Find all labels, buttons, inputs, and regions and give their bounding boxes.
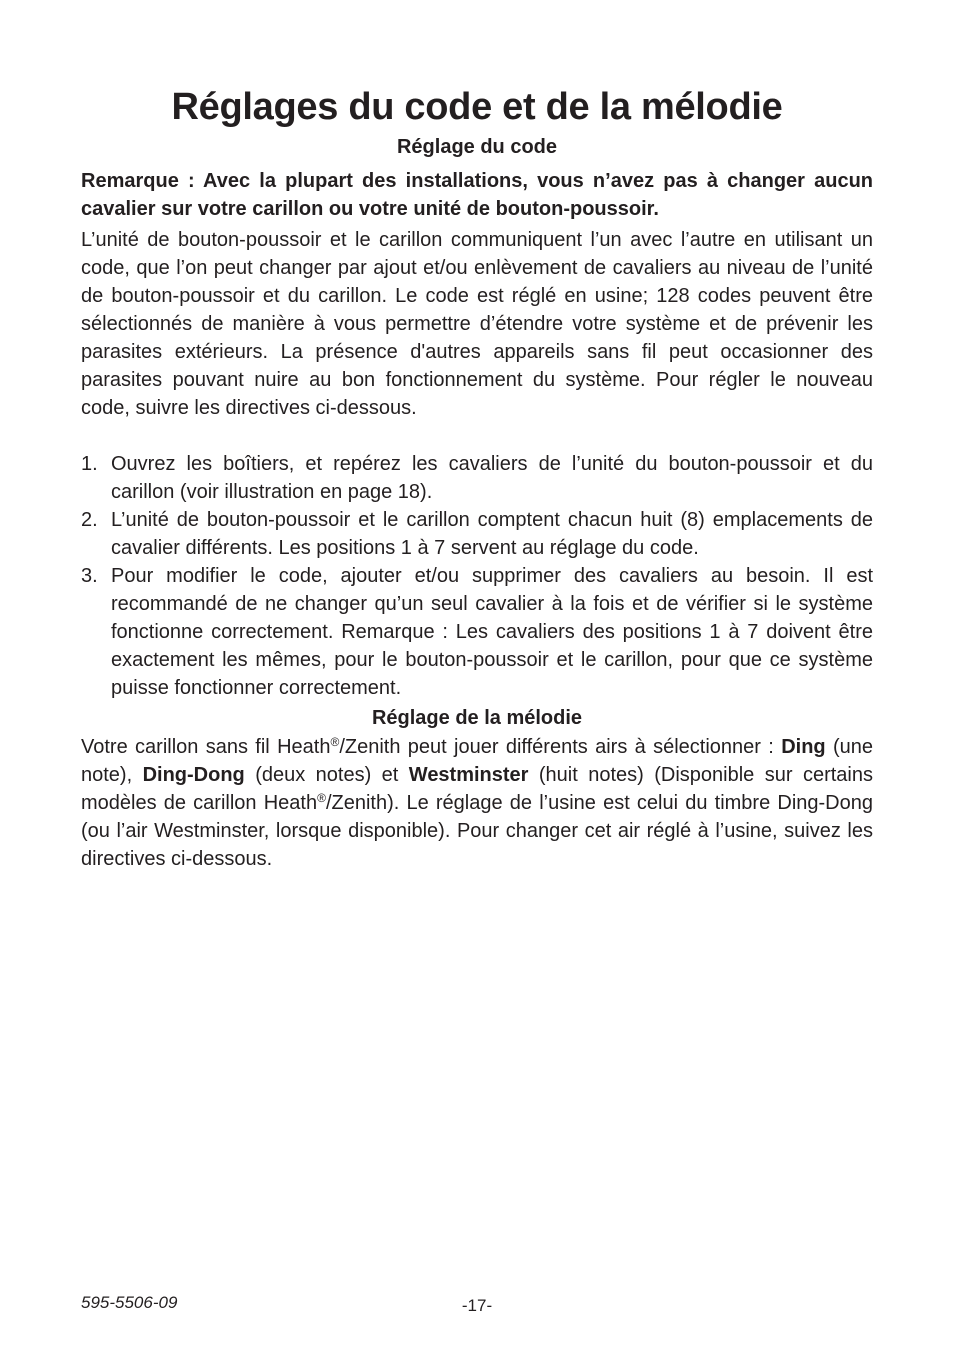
melody-text-part: /Zenith peut jouer différents airs à sélectionner : bbox=[339, 736, 782, 758]
document-number: 595-5506-09 bbox=[81, 1293, 178, 1312]
step-text: L’unité de bouton-poussoir et le carillon comptent chacun huit (8) emplacements de cavalier différents. Les positions 1 à 7 servent au réglage du code. bbox=[111, 509, 873, 559]
step-number: 2. bbox=[81, 509, 98, 531]
tune-ding: Ding bbox=[781, 736, 826, 758]
step-number: 3. bbox=[81, 565, 98, 587]
tune-westminster: Westminster bbox=[408, 764, 529, 786]
melody-text-part: (huit notes) (Disponible sur certains modèles de carillon Heath bbox=[81, 764, 873, 814]
melody-text-part: (deux notes) et bbox=[244, 764, 409, 786]
page-title: Réglages du code et de la mélodie bbox=[171, 86, 783, 128]
step-text: Pour modifier le code, ajouter et/ou supprimer des cavaliers au besoin. Il est recommandé de ne changer qu’un seul cavalier à la fois et de vérifier si le système fonctionne correctement. Remarque : Les cavaliers des positions 1 à 7 doivent être exactement les mêmes, pour le bouton-poussoir et le carillon, pour que ce système puisse fonctionner correctement. bbox=[111, 565, 873, 699]
list-item bbox=[81, 506, 873, 562]
melody-section-heading: Réglage de la mélodie bbox=[371, 707, 583, 729]
melody-text-start: Votre carillon sans fil Heath bbox=[81, 736, 331, 758]
list-item bbox=[81, 562, 873, 702]
list-item bbox=[81, 450, 873, 506]
melody-text-part: (une note), bbox=[81, 736, 874, 786]
melody-paragraph bbox=[81, 733, 873, 873]
code-steps-list bbox=[81, 450, 873, 702]
tune-ding-dong: Ding-Dong bbox=[142, 764, 245, 786]
melody-text-end: /Zenith). Le réglage de l’usine est celui du timbre Ding-Dong (ou l’air Westminster, lorsque disponible). Pour changer cet air réglé à l’usine, suivez les directives ci-dessous. bbox=[81, 792, 873, 870]
registered-mark: ® bbox=[317, 791, 326, 805]
code-intro-paragraph: L’unité de bouton-poussoir et le carillon communiquent l’un avec l’autre en utilisant un code, que l’on peut changer par ajout et/ou enlèvement de cavaliers au niveau de l’unité de bouton-poussoir et du carillon. Le code est réglé en usine; 128 codes peuvent être sélectionnés de manière à vous permettre d’étendre votre système et de prévenir les parasites extérieurs. La présence d'autres appareils sans fil peut occasionner des parasites pouvant nuire au bon fonctionnement du système. Pour régler le nouveau code, suivre les directives ci-dessous. bbox=[81, 229, 873, 419]
step-number: 1. bbox=[81, 453, 98, 475]
step-text: Ouvrez les boîtiers, et repérez les cavaliers de l’unité du bouton-poussoir et du carillon (voir illustration en page 18). bbox=[111, 453, 873, 503]
code-note: Remarque : Avec la plupart des installations, vous n’avez pas à changer aucun cavalier sur votre carillon ou votre unité de bouton-poussoir. bbox=[81, 170, 873, 220]
code-section-heading: Réglage du code bbox=[396, 136, 558, 158]
registered-mark: ® bbox=[330, 735, 340, 749]
page-number: -17- bbox=[461, 1296, 493, 1315]
